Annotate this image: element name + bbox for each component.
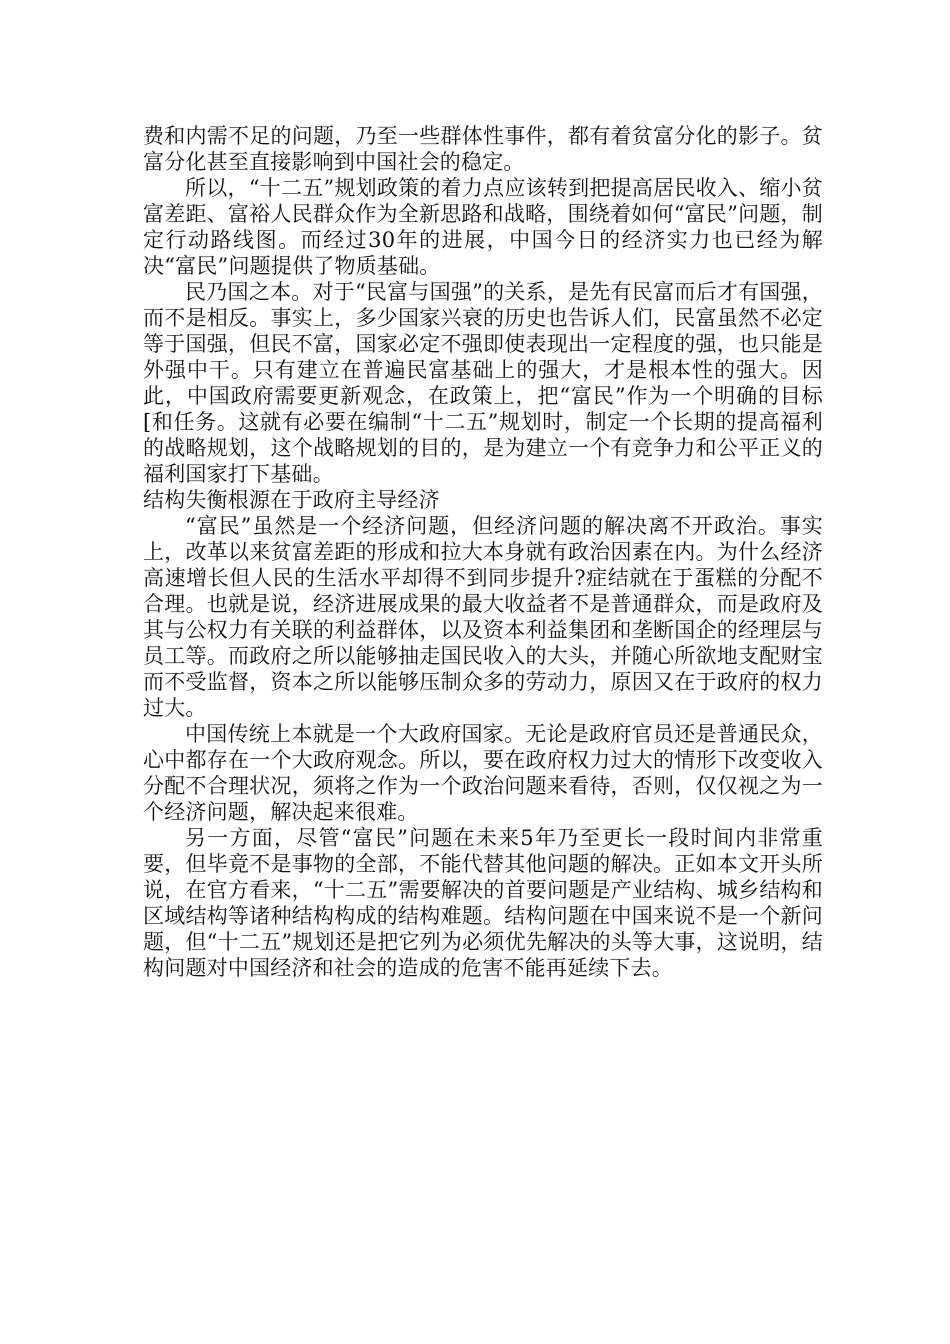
section-heading: 结构失衡根源在于政府主导经济 bbox=[143, 488, 440, 512]
paragraph-big-government: 中国传统上本就是一个大政府国家。无论是政府官员还是普通民众，心中都存在一个大政府观念。所以，要在政府权力过大的情形下改变收入分配不合理状况，须将之作为一个政治问题来看待，否则，仅仅视之为一个经济问题，解决起来很难。 bbox=[143, 722, 823, 824]
paragraph-people-foundation: 民乃国之本。对于“民富与国强”的关系，是先有民富而后才有国强，而不是相反。事实上，多少国家兴衰的历史也告诉人们，民富虽然不必定等于国强，但民不富，国家必定不强即使表现出一定程度的强，也只能是外强中干。只有建立在普遍民富基础上的强大，才是根本性的强大。因此，中国政府需要更新观念，在政策上，把“富民”作为一个明确的目标[和任务。这就有必要在编制“十二五”规划时，制定一个长期的提高福利的战略规划，这个战略规划的目的，是为建立一个有竞争力和公平正义的福利国家打下基础。 bbox=[143, 280, 823, 486]
paragraph-structural-problems: 另一方面，尽管“富民”问题在未来5年乃至更长一段时间内非常重要，但毕竟不是事物的全部，不能代替其他问题的解决。正如本文开头所说，在官方看来，“十二五”需要解决的首要问题是产业结构、城乡结构和区域结构等诸种结构构成的结构难题。结构问题在中国来说不是一个新问题，但“十二五”规划还是把它列为必须优先解决的头等大事，这说明，结构问题对中国经济和社会的造成的危害不能再延续下去。 bbox=[143, 826, 823, 980]
paragraph-continued: 费和内需不足的问题，乃至一些群体性事件，都有着贫富分化的影子。贫富分化甚至直接影响到中国社会的稳定。 bbox=[143, 124, 823, 174]
paragraph-politics: “富民”虽然是一个经济问题，但经济问题的解决离不开政治。事实上，改革以来贫富差距的形成和拉大本身就有政治因素在内。为什么经济高速增长但人民的生活水平却得不到同步提升?症结就在于蛋糕的分配不合理。也就是说，经济进展成果的最大收益者不是普通群众，而是政府及其与公权力有关联的利益群体，以及资本利益集团和垄断国企的经理层与员工等。而政府之所以能够抽走国民收入的大头，并随心所欲地支配财宝而不受监督，资本之所以能够压制众多的劳动力，原因又在于政府的权力过大。 bbox=[143, 514, 823, 720]
document-body bbox=[143, 123, 823, 981]
paragraph-policy-focus: 所以，“十二五”规划政策的着力点应该转到把提高居民收入、缩小贫富差距、富裕人民群众作为全新思路和战略，围绕着如何“富民”问题，制定行动路线图。而经过30年的进展，中国今日的经济实力也已经为解决“富民”问题提供了物质基础。 bbox=[143, 176, 823, 278]
